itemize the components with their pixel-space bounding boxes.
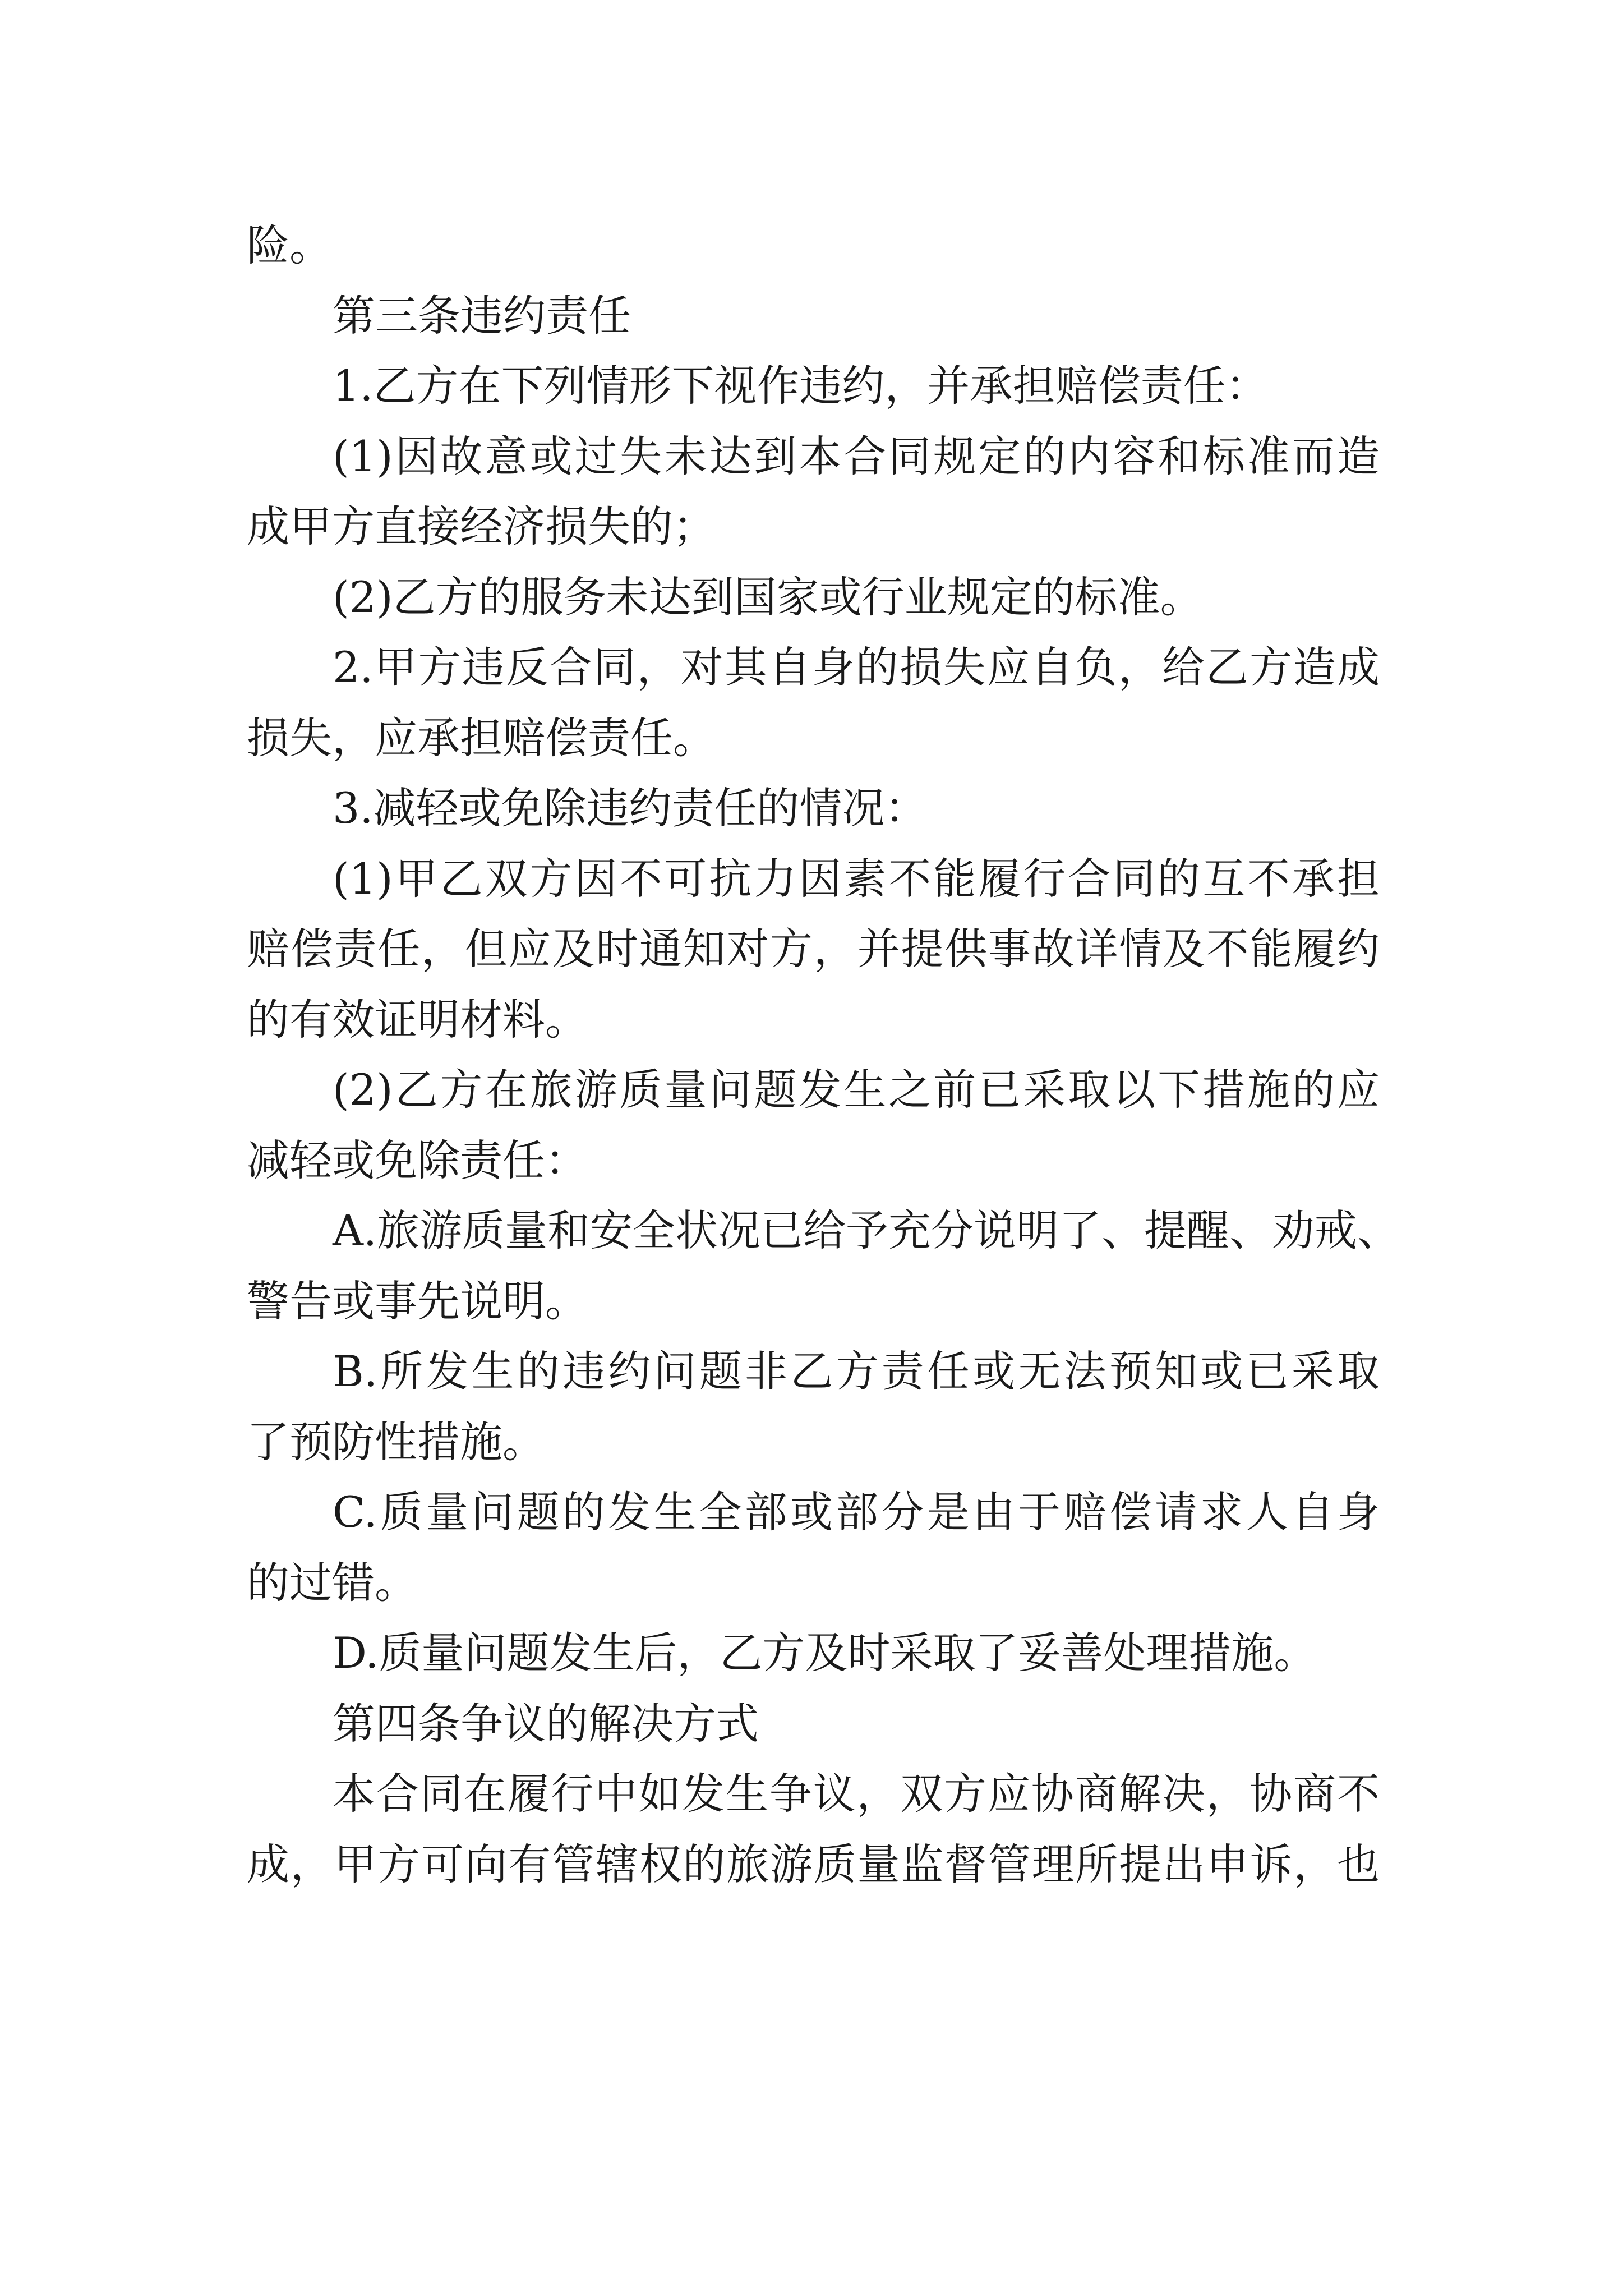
text-line-5: 成甲方直接经济损失的； bbox=[247, 501, 716, 551]
text-line-11: 赔偿责任，但应及时通知对方，并提供事故详情及不能履约 bbox=[247, 924, 1380, 974]
text-line-21: D.质量问题发生后，乙方及时采取了妥善处理措施。 bbox=[333, 1628, 1317, 1678]
text-line-18: 了预防性措施。 bbox=[247, 1417, 545, 1467]
text-line-17: B.所发生的违约问题非乙方责任或无法预知或已采取 bbox=[333, 1346, 1380, 1396]
section-heading-4: 第四条争议的解决方式 bbox=[333, 1699, 759, 1749]
text-line-13: (2)乙方在旅游质量问题发生之前已采取以下措施的应 bbox=[333, 1065, 1380, 1115]
text-line-20: 的过错。 bbox=[247, 1558, 417, 1608]
text-line-4: (1)因故意或过失未达到本合同规定的内容和标准而造 bbox=[333, 431, 1380, 481]
section-heading-3: 第三条违约责任 bbox=[333, 291, 631, 341]
text-line-8: 损失，应承担赔偿责任。 bbox=[247, 713, 716, 763]
text-line-15: A.旅游质量和安全状况已给予充分说明了、提醒、劝戒、 bbox=[333, 1205, 1400, 1255]
text-line-9: 3.减轻或免除违约责任的情况： bbox=[333, 783, 928, 833]
text-line-23: 本合同在履行中如发生争议，双方应协商解决，协商不 bbox=[333, 1769, 1380, 1819]
text-line-6: (2)乙方的服务未达到国家或行业规定的标准。 bbox=[333, 572, 1203, 622]
text-line-14: 减轻或免除责任： bbox=[247, 1135, 588, 1185]
text-line-1: 险。 bbox=[247, 220, 332, 270]
text-line-24: 成，甲方可向有管辖权的旅游质量监督管理所提出申诉，也 bbox=[247, 1839, 1380, 1889]
text-line-16: 警告或事先说明。 bbox=[247, 1276, 588, 1326]
text-line-3: 1.乙方在下列情形下视作违约，并承担赔偿责任： bbox=[333, 361, 1269, 411]
text-line-19: C.质量问题的发生全部或部分是由于赔偿请求人自身 bbox=[333, 1487, 1380, 1537]
text-line-7: 2.甲方违反合同，对其自身的损失应自负，给乙方造成 bbox=[333, 642, 1380, 692]
text-line-12: 的有效证明材料。 bbox=[247, 995, 588, 1045]
text-line-10: (1)甲乙双方因不可抗力因素不能履行合同的互不承担 bbox=[333, 854, 1380, 904]
